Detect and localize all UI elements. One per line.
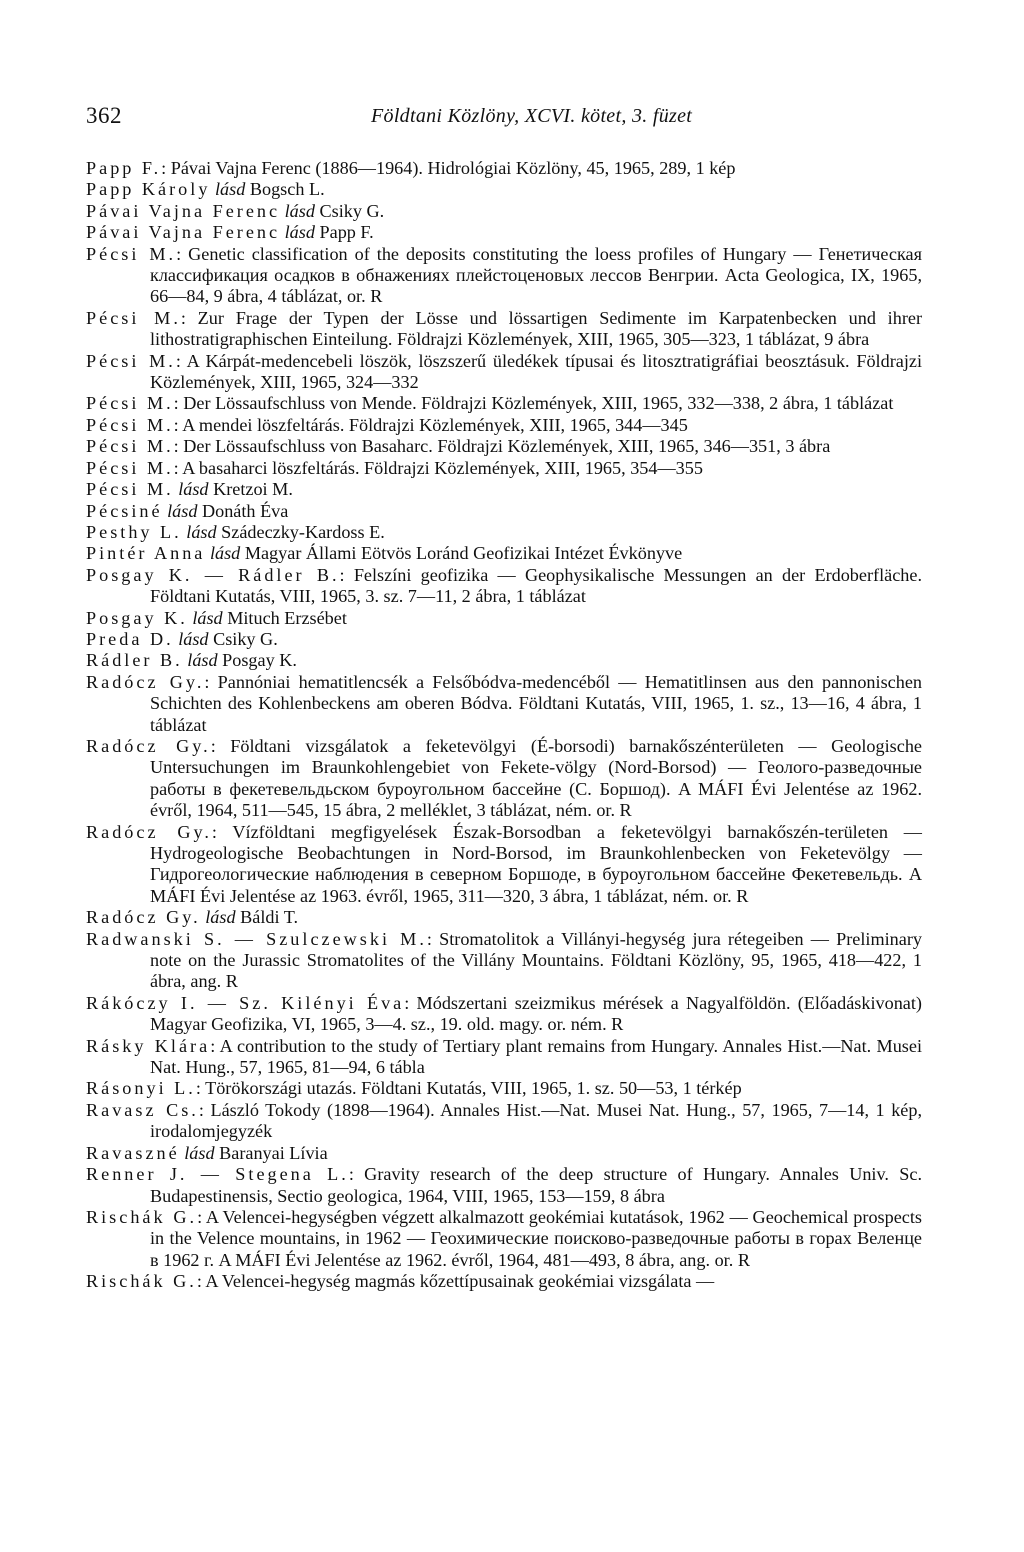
- entry-author: Rádler B.: [86, 650, 183, 671]
- entry-author: Pécsi M.: [86, 243, 177, 264]
- bibliography-entry: [86, 479, 922, 500]
- bibliography-entry: [86, 393, 922, 414]
- entry-text: : A basaharci löszfeltárás. Földrajzi Közlemények, XIII, 1965, 354—355: [173, 457, 703, 478]
- entry-author: Renner J. — Stegena L.: [86, 1164, 349, 1185]
- bibliography-entry: [86, 308, 922, 351]
- entry-text: Magyar Állami Eötvös Loránd Geofizikai Intézet Évkönyve: [240, 543, 683, 564]
- entry-author: Pécsi M.: [86, 307, 181, 328]
- entry-author: Pécsi M.: [86, 436, 174, 457]
- cross-reference-marker: lásd: [284, 222, 315, 243]
- entry-text: : Törökországi utazás. Földtani Kutatás, VIII, 1965, 1. sz. 50—53, 1 térkép: [195, 1078, 742, 1099]
- bibliography-entry: [86, 736, 922, 822]
- entry-author: Rásky Klára: [86, 1035, 211, 1056]
- cross-reference-marker: lásd: [178, 479, 209, 500]
- entry-text: : Stromatolitok a Villányi-hegység jura rétegeiben — Preliminary note on the Jurassic Stromatolites of the Villány Mountains. Földtani Közlöny, 95, 1965, 418—422, 1 ábra, ang. R: [150, 928, 923, 992]
- entry-author: Ravaszné: [86, 1142, 180, 1163]
- cross-reference-marker: lásd: [214, 179, 246, 200]
- entry-author: Preda D.: [86, 628, 174, 649]
- entry-text: : A Velencei-hegység magmás kőzettípusainak geokémiai vizsgálata —: [196, 1271, 715, 1292]
- bibliography-entry: [86, 351, 922, 394]
- entry-author: Pécsi M.: [86, 479, 174, 500]
- entry-author: Radwanski S. — Szulczewski M.: [86, 928, 427, 949]
- entry-text: Csiky G.: [314, 200, 385, 221]
- cross-reference-marker: lásd: [284, 200, 315, 221]
- entry-author: Rischák G.: [86, 1206, 198, 1227]
- entry-author: Radócz Gy.: [86, 821, 212, 842]
- cross-reference-marker: lásd: [178, 628, 209, 649]
- bibliography-entry: [86, 501, 922, 522]
- cross-reference-marker: lásd: [184, 1142, 215, 1163]
- cross-reference-marker: lásd: [167, 500, 198, 521]
- entry-text: Papp F.: [314, 222, 374, 243]
- entry-text: : A Kárpát-medencebeli löszök, löszszerű üledékek típusai és litosztratigráfiai beosztásuk. Földrajzi Közlemények, XIII, 1965, 324—332: [150, 350, 923, 393]
- bibliography-entry: [86, 458, 922, 479]
- entry-text: : Felszíni geofizika — Geophysikalische Messungen an der Erdoberfläche. Földtani Kutatás, VIII, 1965, 3. sz. 7—11, 2 ábra, 1 táblázat: [150, 564, 923, 607]
- entry-author: Pécsi M.: [86, 414, 174, 435]
- bibliography-list: [86, 158, 922, 1293]
- bibliography-entry: [86, 1271, 922, 1292]
- cross-reference-marker: lásd: [209, 543, 241, 564]
- entry-text: : Der Lössaufschluss von Basaharc. Földrajzi Közlemények, XIII, 1965, 346—351, 3 ábra: [173, 436, 831, 457]
- bibliography-entry: [86, 608, 922, 629]
- bibliography-entry: [86, 565, 922, 608]
- bibliography-entry: [86, 993, 922, 1036]
- entry-text: : Pávai Vajna Ferenc (1886—1964). Hidrológiai Közlöny, 45, 1965, 289, 1 kép: [161, 158, 736, 178]
- entry-author: Pávai Vajna Ferenc: [86, 200, 281, 221]
- bibliography-entry: [86, 1143, 922, 1164]
- bibliography-entry: [86, 629, 922, 650]
- bibliography-entry: [86, 1078, 922, 1099]
- bibliography-entry: [86, 436, 922, 457]
- entry-text: Baranyai Lívia: [214, 1142, 328, 1163]
- entry-author: Pécsi M.: [86, 457, 174, 478]
- bibliography-entry: [86, 415, 922, 436]
- entry-author: Radócz Gy.: [86, 671, 205, 692]
- bibliography-entry: [86, 1207, 922, 1271]
- entry-author: Rákóczy I. — Sz. Kilényi Éva: [86, 992, 405, 1013]
- entry-author: Pesthy L.: [86, 521, 182, 542]
- cross-reference-marker: lásd: [192, 607, 223, 628]
- entry-author: Rásonyi L.: [86, 1078, 196, 1099]
- bibliography-entry: [86, 929, 922, 993]
- bibliography-entry: [86, 201, 922, 222]
- entry-text: Báldi T.: [235, 907, 299, 928]
- bibliography-entry: [86, 522, 922, 543]
- bibliography-entry: [86, 244, 922, 308]
- entry-text: : Módszertani szeizmikus mérések a Nagyalföldön. (Előadáskivonat) Magyar Geofizika, VI, 1965, 3—4. sz., 19. old. magy. or. ném. R: [150, 992, 922, 1035]
- running-title: Földtani Közlöny, XCVI. kötet, 3. füzet: [371, 105, 693, 127]
- bibliography-entry: [86, 822, 922, 908]
- entry-text: : A mendei löszfeltárás. Földrajzi Közlemények, XIII, 1965, 344—345: [173, 414, 688, 435]
- entry-text: Posgay K.: [217, 650, 297, 671]
- entry-text: : Vízföldtani megfigyelések Észak-Borsodban a feketevölgyi barnakőszén-területen — Hydrogeologische Beobachtungen in Nord-Borsod, im Braunkohlenbecken von Feketevölgy — Гидрогеологические наблюдения в северном Боршоде, в буроугольном бассейне Фекетевельдь. A MÁFI Évi Jelentése az 1963. évről, 1965, 311—320, 3 ábra, 1 táblázat, ném. or. R: [150, 821, 922, 906]
- entry-text: : Genetic classification of the deposits constituting the loess profiles of Hungary — Генетическая классификация осадков в обнажениях плейстоценовых лессов Венгрии. Acta Geologica, IX, 1965, 66—84, 9 ábra, 4 táblázat, or. R: [150, 243, 922, 307]
- bibliography-entry: [86, 1164, 922, 1207]
- page-number: 362: [86, 103, 122, 128]
- entry-text: Kretzoi M.: [208, 479, 293, 500]
- entry-text: Szádeczky-Kardoss E.: [216, 521, 385, 542]
- bibliography-entry: [86, 672, 922, 736]
- bibliography-entry: [86, 650, 922, 671]
- entry-author: Pécsi M.: [86, 393, 174, 414]
- entry-author: Papp F.: [86, 158, 162, 178]
- entry-author: Posgay K. — Rádler B.: [86, 564, 340, 585]
- entry-author: Rischák G.: [86, 1271, 197, 1292]
- bibliography-entry: [86, 179, 922, 200]
- entry-text: : Der Lössaufschluss von Mende. Földrajzi Közlemények, XIII, 1965, 332—338, 2 ábra, 1 táblázat: [173, 393, 894, 414]
- bibliography-entry: [86, 907, 922, 928]
- cross-reference-marker: lásd: [186, 521, 217, 542]
- bibliography-entry: [86, 1036, 922, 1079]
- entry-author: Pécsiné: [86, 500, 163, 521]
- entry-text: : Gravity research of the deep structure of Hungary. Annales Univ. Sc. Budapestinensis, Sectio geologica, 1964, VIII, 1965, 153—159, 8 ábra: [150, 1164, 922, 1206]
- entry-text: : László Tokody (1898—1964). Annales Hist.—Nat. Musei Nat. Hung., 57, 1965, 7—14, 1 kép, irodalomjegyzék: [150, 1099, 923, 1142]
- entry-author: Posgay K.: [86, 607, 188, 628]
- entry-author: Pávai Vajna Ferenc: [86, 222, 281, 243]
- page-header: [86, 103, 926, 137]
- bibliography-entry: [86, 543, 922, 564]
- entry-text: : A contribution to the study of Tertiary plant remains from Hungary. Annales Hist.—Nat. Musei Nat. Hung., 57, 1965, 81—94, 6 tábla: [150, 1035, 922, 1078]
- entry-author: Pécsi M.: [86, 350, 176, 371]
- entry-author: Papp Károly: [86, 179, 211, 200]
- entry-author: Pintér Anna: [86, 543, 206, 564]
- cross-reference-marker: lásd: [187, 650, 218, 671]
- entry-text: : Pannóniai hematitlencsék a Felsőbódva-medencéből — Hematitlinsen aus den pannonischen Schichten des Kohlenbeckens am oberen Bódva. Földtani Kutatás, VIII, 1965, 1. sz., 13—16, 4 ábra, 1 táblázat: [150, 671, 922, 735]
- bibliography-entry: [86, 158, 922, 179]
- entry-text: Mituch Erzsébet: [222, 607, 347, 628]
- entry-text: Bogsch L.: [245, 179, 325, 200]
- entry-text: Csiky G.: [208, 628, 278, 649]
- entry-text: : Zur Frage der Typen der Lösse und lössartigen Sedimente im Karpatenbecken und ihrer lithostratigraphischen Einteilung. Földrajzi Közlemények, XIII, 1965, 305—323, 1 táblázat, 9 ábra: [150, 307, 923, 350]
- entry-author: Radócz Gy.: [86, 907, 201, 928]
- cross-reference-marker: lásd: [205, 907, 236, 928]
- entry-text: Donáth Éva: [197, 500, 289, 521]
- entry-author: Radócz Gy.: [86, 735, 211, 756]
- bibliography-entry: [86, 1100, 922, 1143]
- entry-text: : Földtani vizsgálatok a feketevölgyi (É-borsodi) barnakőszénterületen — Geologische Untersuchungen im Braunkohlengebiet von Fekete-völgy (Nord-Borsod) — Геолого-разведочные работы в фекетевельдьском буроугольном бассейне (С. Боршод). A MÁFI Évi Jelentése az 1962. évről, 1964, 511—545, 15 ábra, 2 melléklet, 3 táblázat, ném. or. R: [150, 735, 922, 821]
- bibliography-entry: [86, 222, 922, 243]
- entry-author: Ravasz Cs.: [86, 1099, 199, 1120]
- entry-text: : A Velencei-hegységben végzett alkalmazott geokémiai kutatások, 1962 — Geochemical prospects in the Velence mountains, in 1962 — Геохимические поисково-разведочные работы в горах Веленце в 1962 г. A MÁFI Évi Jelentése az 1962. évről, 1964, 481—493, 8 ábra, ang. or. R: [150, 1206, 922, 1270]
